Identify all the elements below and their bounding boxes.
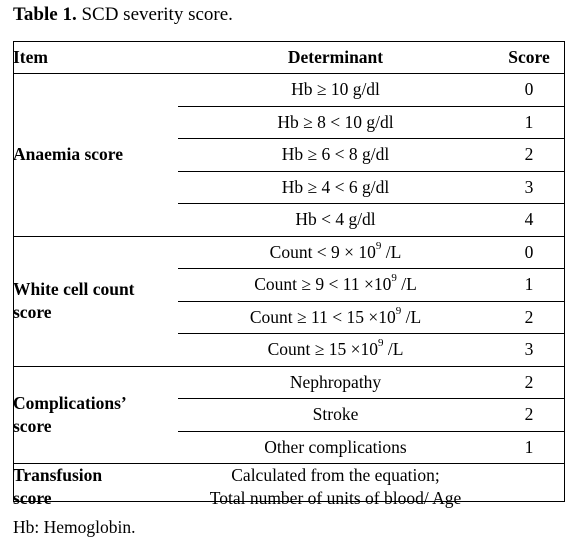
score-cell: 2 bbox=[493, 399, 565, 432]
footnote: Hb: Hemoglobin. bbox=[13, 517, 136, 537]
unit-text: /L bbox=[381, 241, 402, 262]
table-row bbox=[13, 236, 565, 269]
exponent: 9 bbox=[391, 272, 397, 285]
wbc-item-line2: score bbox=[13, 302, 52, 322]
table-caption-text: SCD severity score. bbox=[76, 4, 233, 25]
table-row bbox=[13, 366, 565, 399]
transfusion-item bbox=[13, 464, 178, 511]
score-cell: 2 bbox=[493, 366, 565, 399]
header-item: Item bbox=[13, 41, 178, 74]
table-caption bbox=[13, 4, 233, 26]
score-cell: 1 bbox=[493, 431, 565, 464]
table-row bbox=[13, 464, 565, 511]
count-text: Count ≥ 9 < 11 ×10 bbox=[254, 274, 392, 295]
count-text: Count ≥ 15 ×10 bbox=[267, 339, 378, 360]
transfusion-det-line2: Total number of units of blood/ Age bbox=[209, 488, 462, 508]
transfusion-determinant bbox=[178, 464, 565, 511]
score-cell: 3 bbox=[493, 334, 565, 367]
complications-item-line1: Complications’ bbox=[13, 392, 127, 413]
transfusion-det-line1: Calculated from the equation; bbox=[231, 465, 440, 485]
determinant-cell: Hb ≥ 6 < 8 g/dl bbox=[178, 139, 493, 172]
score-cell: 0 bbox=[493, 236, 565, 269]
complications-item-line2: score bbox=[13, 415, 52, 436]
score-cell: 0 bbox=[493, 74, 565, 107]
score-cell: 1 bbox=[493, 269, 565, 302]
anaemia-item: Anaemia score bbox=[13, 74, 178, 237]
severity-score-table bbox=[13, 41, 565, 510]
transfusion-item-line2: score bbox=[13, 488, 52, 508]
determinant-cell: Other complications bbox=[178, 431, 493, 464]
table-row bbox=[13, 74, 565, 107]
score-cell: 1 bbox=[493, 106, 565, 139]
determinant-cell bbox=[178, 334, 493, 367]
unit-text: /L bbox=[401, 306, 422, 327]
transfusion-item-line1: Transfusion bbox=[13, 465, 103, 485]
count-text: Count ≥ 11 < 15 ×10 bbox=[249, 306, 396, 327]
exponent: 9 bbox=[377, 337, 384, 350]
determinant-cell bbox=[178, 269, 493, 302]
determinant-cell bbox=[178, 301, 493, 334]
unit-text: /L bbox=[383, 339, 404, 360]
count-text: Count < 9 × 10 bbox=[269, 241, 376, 262]
table-caption-label: Table 1. bbox=[13, 4, 77, 25]
determinant-cell: Stroke bbox=[178, 399, 493, 432]
score-cell: 2 bbox=[493, 301, 565, 334]
header-row bbox=[13, 41, 565, 74]
determinant-cell: Hb ≥ 8 < 10 g/dl bbox=[178, 106, 493, 139]
score-cell: 3 bbox=[493, 171, 565, 204]
determinant-cell: Hb ≥ 10 g/dl bbox=[178, 74, 493, 107]
determinant-cell: Hb ≥ 4 < 6 g/dl bbox=[178, 171, 493, 204]
unit-text: /L bbox=[396, 274, 417, 295]
exponent: 9 bbox=[395, 304, 402, 317]
exponent: 9 bbox=[375, 239, 382, 252]
determinant-cell bbox=[178, 236, 493, 269]
wbc-item-line1: White cell count bbox=[13, 279, 135, 299]
score-cell: 2 bbox=[493, 139, 565, 172]
score-cell: 4 bbox=[493, 204, 565, 237]
determinant-cell: Hb < 4 g/dl bbox=[178, 204, 493, 237]
complications-item bbox=[13, 366, 178, 464]
header-score: Score bbox=[493, 41, 565, 74]
header-determinant: Determinant bbox=[178, 41, 493, 74]
wbc-item bbox=[13, 236, 178, 366]
determinant-cell: Nephropathy bbox=[178, 366, 493, 399]
